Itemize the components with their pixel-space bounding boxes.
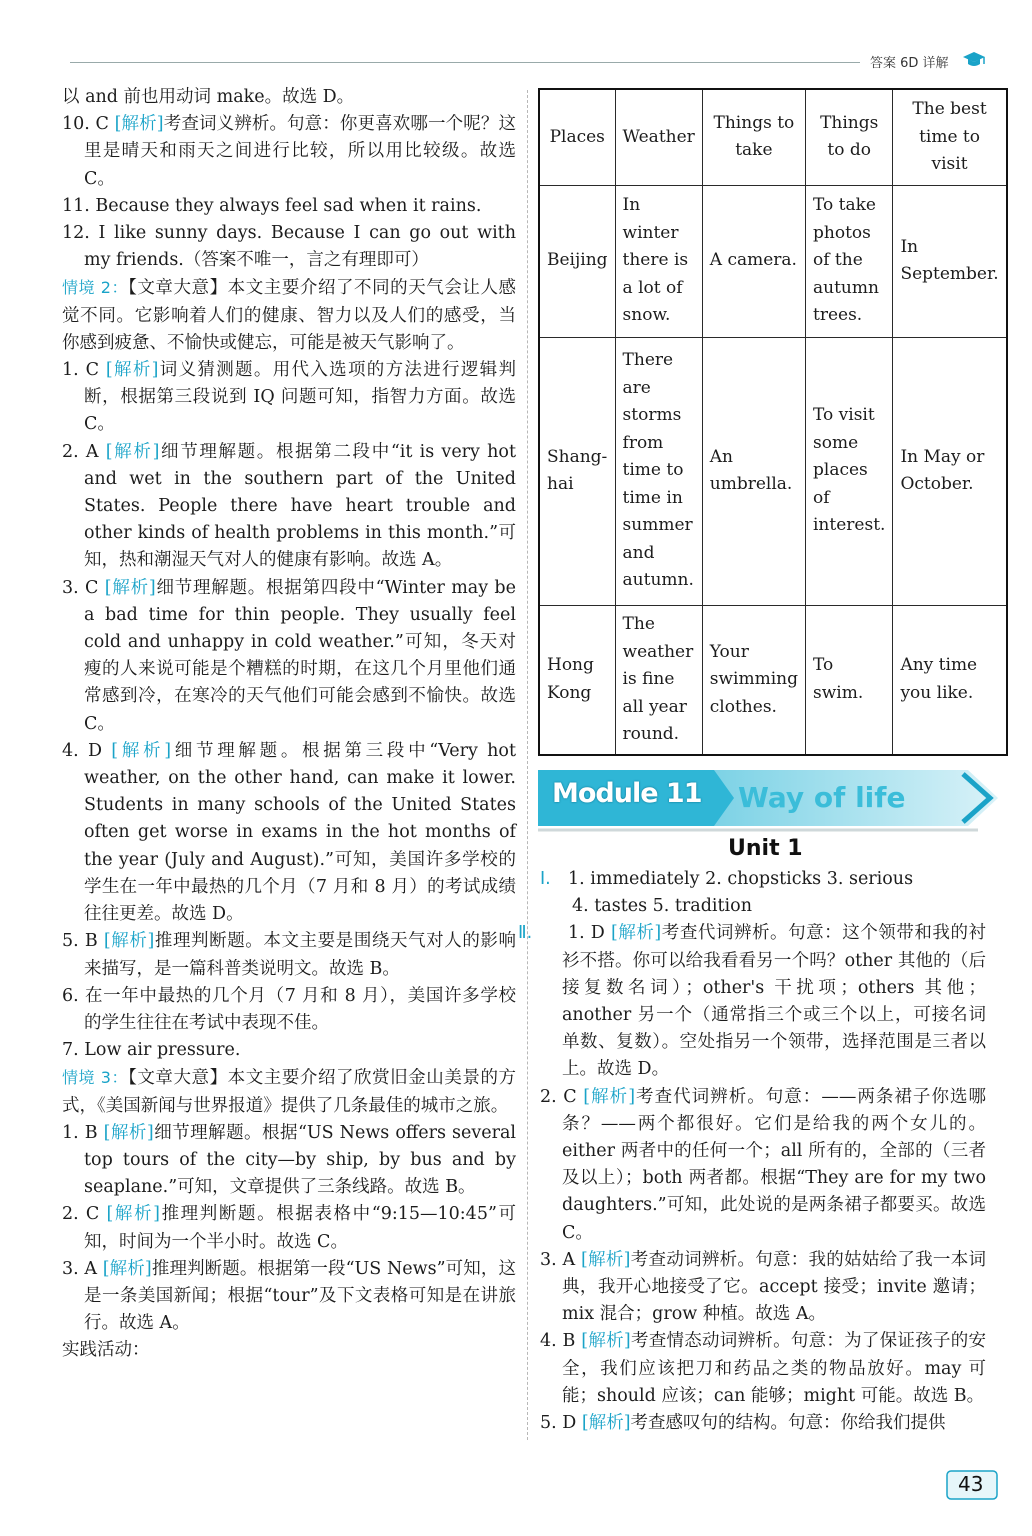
answer-number: 2. A	[62, 441, 99, 462]
analysis-tag: [解析]	[581, 1413, 631, 1434]
answer-item	[62, 357, 516, 439]
travel-guide-table	[538, 88, 1008, 756]
answer-text: 考查代词辨析。句意：——两条裙子你选哪条？——两个都很好。它们是给我的两个女儿的。either 两者中的任何一个；all 所有的，全部的（三者及以上）；both 两者都。根据“They are for my two daughters.”可知，此处说的是两条裙子都要买。故选 C。	[562, 1086, 987, 1243]
answer-item	[62, 111, 516, 193]
answer-number: 1. B	[62, 1122, 98, 1143]
answer-number: 2. C	[62, 1204, 100, 1225]
table-cell: In May or October.	[893, 337, 1007, 605]
answer-item	[62, 1037, 516, 1064]
answer-item	[62, 575, 516, 738]
answer-text: 细节理解题。根据“US News offers several top tours of the city—by ship, by bus and by seaplane.”可知，文章提供了三条线路。故选 B。	[84, 1122, 517, 1198]
answer-number: 10. C	[62, 114, 109, 135]
answer-item	[540, 1410, 986, 1437]
answer-item	[62, 928, 516, 982]
answer-number: 5. D	[540, 1413, 577, 1434]
answer-item	[62, 1201, 516, 1255]
header-title: 答案 6D 详解	[870, 56, 949, 71]
answer-text: 考查情态动词辨析。句意：为了保证孩子的安全，我们应该把刀和药品之类的物品放好。may 可能；should 应该；can 能够；might 可能。故选 B。	[562, 1331, 986, 1406]
answer-number: 6.	[62, 985, 79, 1006]
header-rule	[70, 62, 860, 63]
answer-number: 12.	[62, 223, 90, 244]
analysis-tag: [解析]	[111, 740, 172, 761]
summary-tag: 【文章大意】	[128, 1068, 228, 1089]
section-numeral: Ⅱ.	[518, 923, 533, 944]
answer-text: Low air pressure.	[84, 1040, 241, 1061]
answer-number: 5. B	[62, 931, 98, 952]
answer-item	[62, 439, 516, 575]
table-row	[539, 185, 1007, 337]
answer-text: 词义猜测题。用代入选项的方法进行逻辑判断，根据第三段说到 IQ 问题可知，指智力方面。故选 C。	[84, 360, 516, 435]
right-column	[518, 866, 987, 1437]
answer-text: 推理判断题。根据表格中“9:15—10:45”可知，时间为一个半小时。故选 C。	[84, 1204, 517, 1252]
answer-number: 4. B	[540, 1331, 576, 1352]
table-cell: To visit some places of interest.	[806, 337, 893, 605]
column-divider	[527, 90, 528, 1440]
table-cell: There are storms from time to time in summer and autumn.	[615, 337, 702, 605]
scenario-summary	[62, 274, 516, 357]
summary-text: 本文主要介绍了不同的天气会让人感觉不同。它影响着人们的健康、智力以及人们的感受，当你感到疲惫、不愉快或健忘，可能是被天气影响了。	[62, 278, 517, 353]
answer-text: I like sunny days. Because I can go out with my friends.（答案不唯一，言之有理即可）	[84, 223, 516, 271]
module-label: Module 11	[552, 778, 702, 809]
table-cell: In winter there is a lot of snow.	[615, 185, 702, 337]
table-cell: To take photos of the autumn trees.	[806, 185, 893, 337]
answer-text: 考查词义辨析。句意：你更喜欢哪一个呢？这里是晴天和雨天之间进行比较，所以用比较级。故选 C。	[84, 114, 516, 189]
table-cell: An umbrella.	[702, 337, 805, 605]
summary-tag: 【文章大意】	[128, 278, 228, 299]
paragraph: 以 and 前也用动词 make。故选 D。	[62, 87, 355, 107]
answer-item	[518, 920, 987, 1083]
answer-text: Because they always feel sad when it rains.	[95, 195, 482, 216]
table-header-cell: Places	[539, 89, 615, 185]
answer-text: 推理判断题。本文主要是围绕天气对人的影响来描写，是一篇科普类说明文。故选 B。	[84, 931, 517, 979]
answer-number: 11.	[62, 195, 90, 216]
analysis-tag: [解析]	[581, 1331, 631, 1352]
analysis-tag: [解析]	[104, 577, 156, 598]
section-numeral: Ⅰ.	[540, 869, 551, 889]
unit-title: Unit 1	[728, 836, 803, 861]
answer-number: 3. C	[62, 577, 99, 598]
answer-item	[62, 983, 516, 1037]
answer-item	[540, 1084, 986, 1247]
analysis-tag: [解析]	[105, 360, 159, 381]
summary-text: 本文主要介绍了欣赏旧金山美景的方式，《美国新闻与世界报道》提供了几条最佳的城市之旅。	[62, 1068, 517, 1116]
answer-number: 3. A	[62, 1258, 98, 1279]
table-header-row	[539, 89, 1007, 185]
table-cell: Beijing	[539, 185, 615, 337]
analysis-tag: [解析]	[583, 1086, 636, 1107]
analysis-tag: [解析]	[610, 923, 662, 944]
answer-text: 4. tastes 5. tradition	[572, 896, 752, 917]
table-header-cell: The best time to visit	[893, 89, 1007, 185]
answer-item	[62, 1256, 516, 1338]
table-header-cell: Weather	[615, 89, 702, 185]
answer-item	[62, 193, 516, 220]
analysis-tag: [解析]	[581, 1249, 631, 1270]
practice-label: 实践活动：	[62, 1340, 150, 1361]
analysis-tag: [解析]	[102, 1258, 152, 1279]
answer-item	[540, 1247, 986, 1329]
answer-item	[540, 1328, 986, 1410]
table-row	[539, 605, 1007, 755]
answer-item	[540, 893, 986, 920]
answer-item	[540, 866, 986, 893]
answer-text: 细节理解题。根据第二段中“it is very hot and wet in the southern part of the United States. People there have heart trouble and other kinds of health problems in this month.”可知，热和潮湿天气对人的健康有影响。故选 A。	[84, 441, 516, 571]
analysis-tag: [解析]	[114, 114, 164, 135]
answer-text: 考查代词辨析。句意：这个领带和我的衬衫不搭。你可以给我看看另一个吗？other 其他的（后接复数名词）；other's 干扰项；others 其他；another 另一个（通常指三个或三个以上，可接名词单数、复数）。空处指另一个领带，选择范围是三者以上。故选 D。	[562, 923, 987, 1080]
table-cell: Hong Kong	[539, 605, 615, 755]
answer-text: 细节理解题。根据第四段中“Winter may be a bad time for thin people. They usually feel cold and unhappy in cold weather.”可知，冬天对瘦的人来说可能是个糟糕的时期，在这几个月里他们通常感到冷，在寒冷的天气他们可能会感到不愉快。故选 C。	[84, 577, 516, 734]
table-cell: In September.	[893, 185, 1007, 337]
analysis-tag: [解析]	[105, 441, 160, 462]
left-column	[62, 84, 516, 1365]
analysis-tag: [解析]	[103, 931, 155, 952]
answer-text: 考查感叹句的结构。句意：你给我们提供	[630, 1413, 946, 1434]
module-title: Way of life	[738, 781, 906, 814]
table-cell: The weather is fine all year round.	[615, 605, 702, 755]
table-cell: A camera.	[702, 185, 805, 337]
table-cell: Shang-hai	[539, 337, 615, 605]
answer-item	[62, 1120, 516, 1202]
answer-number: 2. C	[540, 1086, 577, 1107]
answer-text: 细节理解题。根据第三段中“Very hot weather, on the other hand, can make it lower. Students in many schools of the United States often get worse in exams in the hot months of the year (July and August).”可知，美国许多学校的学生在一年中最热的几个月（7 月和 8 月）的考试成绩往往更差。故选 D。	[84, 740, 516, 925]
answer-number: 7.	[62, 1040, 79, 1061]
table-cell: To swim.	[806, 605, 893, 755]
analysis-tag: [解析]	[103, 1122, 154, 1143]
answer-number: 3. A	[540, 1249, 576, 1270]
answer-item	[62, 220, 516, 274]
table-row	[539, 337, 1007, 605]
scenario-summary	[62, 1064, 516, 1119]
answer-text: 1. immediately 2. chopsticks 3. serious	[568, 869, 914, 889]
answer-text: 推理判断题。根据第一段“US News”可知，这是一条美国新闻；根据“tour”及下文表格可知是在讲旅行。故选 A。	[84, 1258, 516, 1334]
table-header-cell: Things to do	[806, 89, 893, 185]
table-cell: Your swimming clothes.	[702, 605, 805, 755]
answer-number: 1. D	[568, 923, 605, 944]
answer-text: 在一年中最热的几个月（7 月和 8 月），美国许多学校的学生往往在考试中表现不佳。	[84, 985, 516, 1033]
answer-number: 1. C	[62, 360, 99, 381]
answer-number: 4. D	[62, 740, 102, 761]
analysis-tag: [解析]	[106, 1204, 160, 1225]
table-cell: Any time you like.	[893, 605, 1007, 755]
scenario-label: 情境 3：	[62, 1068, 129, 1088]
scenario-label: 情境 2：	[62, 278, 129, 298]
graduation-cap-icon	[962, 50, 986, 70]
table-header-cell: Things to take	[702, 89, 805, 185]
answer-text: 考查动词辨析。句意：我的姑姑给了我一本词典，我开心地接受了它。accept 接受；invite 邀请；mix 混合；grow 种植。故选 A。	[562, 1249, 986, 1325]
page-number: 43	[958, 1472, 984, 1496]
answer-item	[62, 738, 516, 928]
